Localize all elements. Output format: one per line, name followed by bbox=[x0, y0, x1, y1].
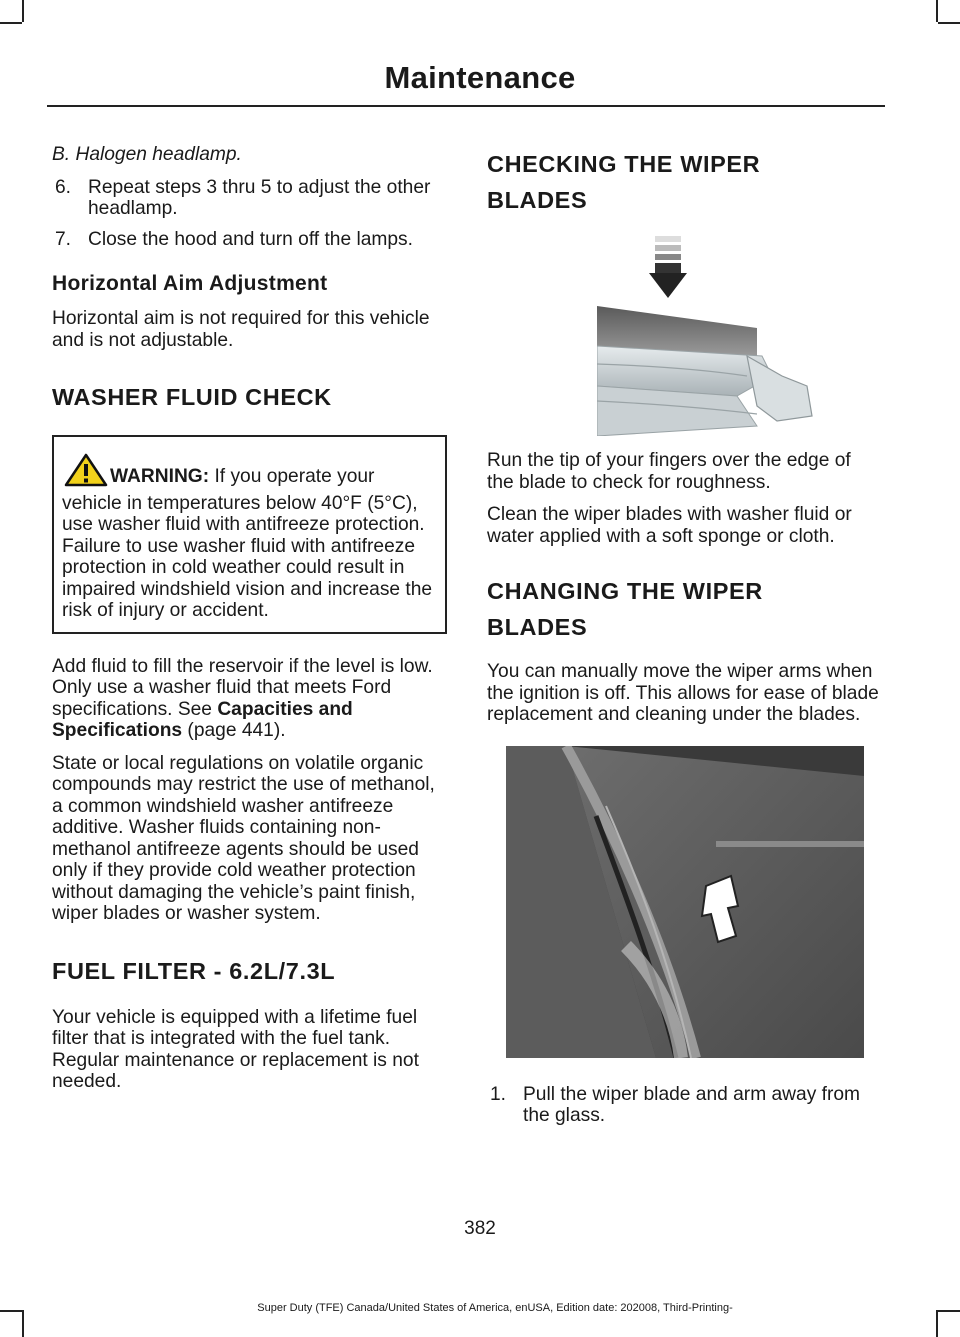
warning-box bbox=[52, 435, 447, 634]
capacities-link[interactable]: Capacities and Specifications bbox=[52, 698, 353, 741]
checking-wiper-heading: CHECKING THE WIPER bbox=[487, 151, 761, 177]
crop-mark bbox=[0, 22, 22, 24]
left-column bbox=[52, 140, 447, 1104]
page-title: Maintenance bbox=[384, 60, 576, 95]
wiper-arm-illustration bbox=[506, 746, 864, 1058]
right-column bbox=[487, 140, 882, 1136]
step-text: Repeat steps 3 thru 5 to adjust the other headlamp. bbox=[88, 176, 431, 219]
step-number: 7. bbox=[55, 228, 72, 250]
step-number: 1. bbox=[490, 1083, 507, 1105]
add-fluid-text bbox=[52, 656, 447, 742]
regulations-text: State or local regulations on volatile organic compounds may restrict the use of methanol, a common windshield washer antifreeze additive. Washer fluids containing non-methanol antifreeze agents should be used only if they provide cold weather protection without damaging the vehicle’s paint finish, wiper blades or washer system. bbox=[52, 752, 435, 924]
fuel-filter-text: Your vehicle is equipped with a lifetime fuel filter that is integrated with the fuel tank. Regular maintenance or replacement is not needed. bbox=[52, 1006, 419, 1092]
crop-mark bbox=[938, 22, 960, 24]
page-number: 382 bbox=[464, 1218, 496, 1239]
step-7 bbox=[52, 229, 447, 251]
manual-move-text: You can manually move the wiper arms when the ignition is off. This allows for ease of blade replacement and cleaning under the blades. bbox=[487, 661, 879, 725]
fuel-filter-heading: FUEL FILTER - 6.2L/7.3L bbox=[52, 957, 336, 984]
wiper-blade-illustration bbox=[597, 236, 897, 436]
crop-mark bbox=[0, 1310, 22, 1312]
step-text: Close the hood and turn off the lamps. bbox=[88, 228, 413, 250]
crop-mark bbox=[936, 1310, 938, 1337]
horizontal-aim-text: Horizontal aim is not required for this vehicle and is not adjustable. bbox=[52, 308, 430, 351]
header-divider bbox=[47, 105, 885, 107]
crop-mark bbox=[22, 1310, 24, 1337]
add-fluid-page-ref: (page 441). bbox=[182, 720, 286, 741]
wiper-arm-drawing bbox=[506, 746, 864, 1058]
edition-footer: Super Duty (TFE) Canada/United States of America, enUSA, Edition date: 202008, Third-Printing- bbox=[257, 1302, 733, 1314]
crop-mark bbox=[936, 0, 938, 22]
washer-fluid-heading: WASHER FLUID CHECK bbox=[52, 384, 332, 410]
step-6 bbox=[52, 177, 447, 220]
step-text: Pull the wiper blade and arm away from the glass. bbox=[523, 1083, 861, 1126]
add-fluid-text-start: Add fluid to fill the reservoir if the level is low. Only use a washer fluid that meets Ford specifications. See bbox=[52, 655, 433, 720]
warning-text: If you operate your vehicle in temperatures below 40°F (5°C), use washer fluid with antifreeze protection. Failure to use washer fluid with antifreeze protection in cold weather could result in impaired windshield vision and increase the risk of injury or accident. bbox=[62, 466, 433, 621]
warning-label: WARNING: bbox=[110, 466, 210, 487]
checking-wiper-heading-line2: BLADES bbox=[487, 187, 588, 213]
changing-wiper-heading-line2: BLADES bbox=[487, 614, 588, 640]
run-tip-text: Run the tip of your fingers over the edge of the blade to check for roughness. bbox=[487, 450, 851, 493]
step-number: 6. bbox=[55, 176, 72, 198]
crop-mark bbox=[22, 0, 24, 22]
wiper-blade-drawing bbox=[597, 236, 897, 436]
figure-caption: B. Halogen headlamp. bbox=[52, 144, 242, 165]
changing-wiper-heading: CHANGING THE WIPER bbox=[487, 578, 763, 604]
warning-triangle-icon bbox=[64, 453, 108, 493]
horizontal-aim-heading: Horizontal Aim Adjustment bbox=[52, 272, 328, 295]
clean-blades-text: Clean the wiper blades with washer fluid or water applied with a soft sponge or cloth. bbox=[487, 504, 852, 547]
step-1 bbox=[487, 1084, 882, 1127]
